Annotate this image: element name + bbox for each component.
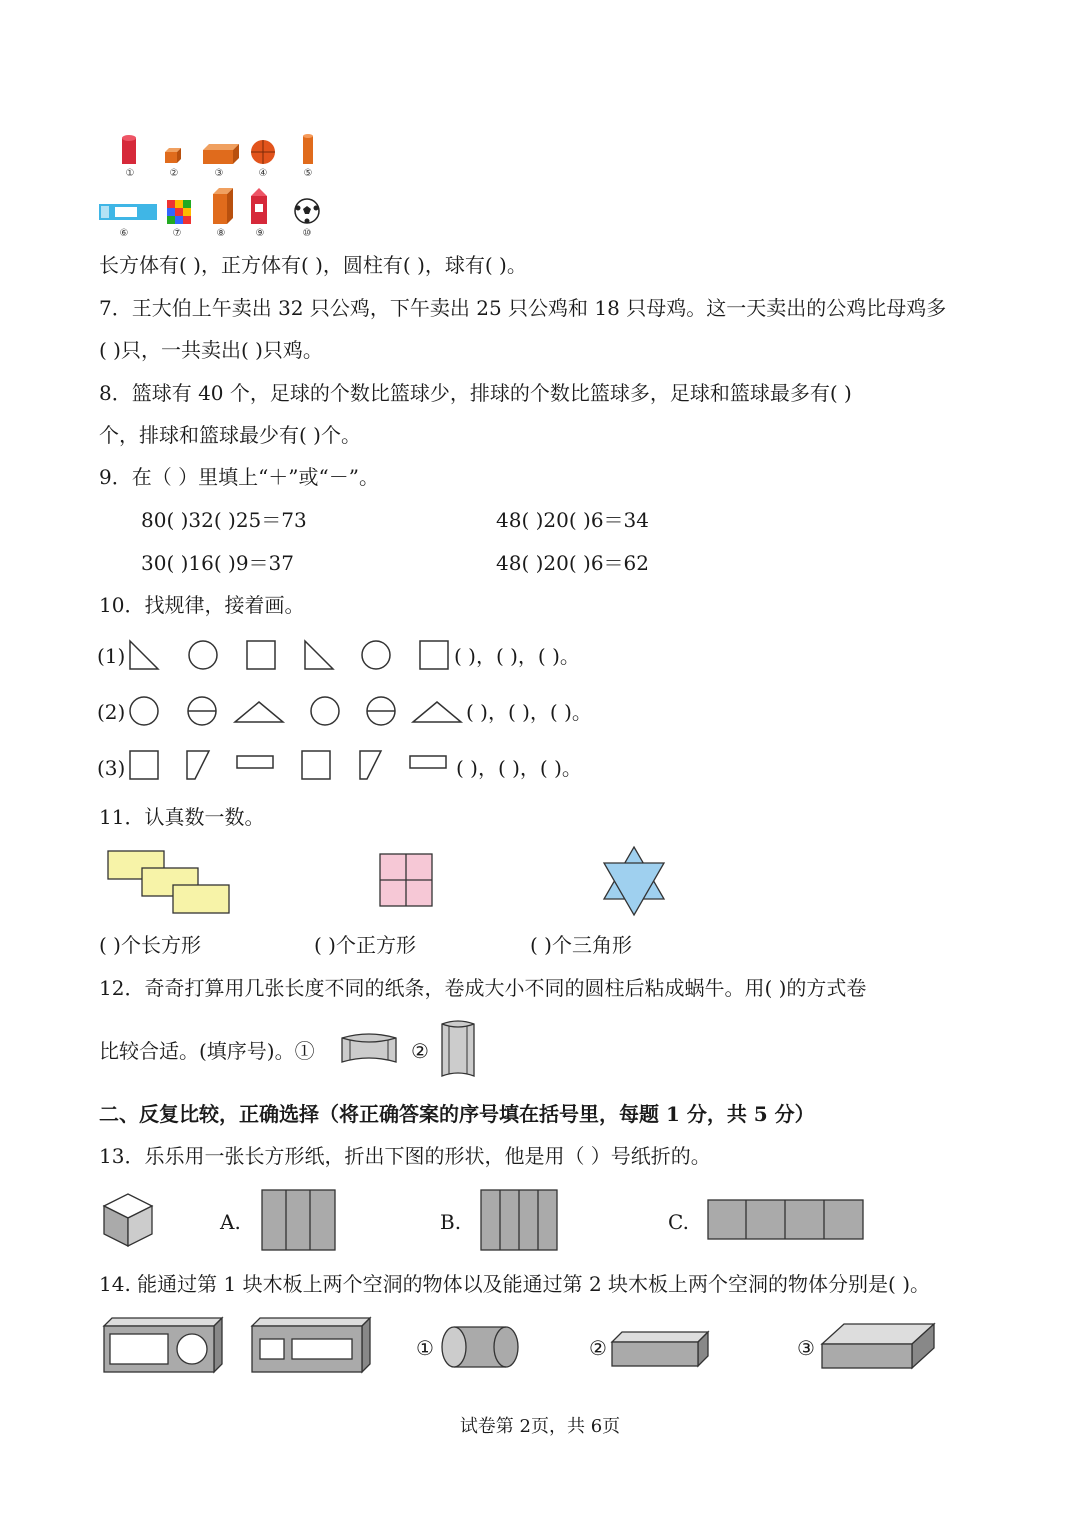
q10-row3-blanks: ( )，( )，( )。 bbox=[456, 756, 582, 780]
q8-line2: 个，排球和篮球最少有( )个。 bbox=[99, 423, 361, 447]
triangle-icon bbox=[235, 702, 283, 722]
label-7: ⑦ bbox=[172, 228, 182, 239]
rubiks-cube-icon bbox=[167, 200, 191, 224]
halved-circle-icon bbox=[188, 697, 216, 725]
right-triangle-icon bbox=[130, 641, 158, 669]
label-6: ⑥ bbox=[119, 228, 129, 239]
q13-option-a-label: A. bbox=[220, 1210, 241, 1234]
overlapping-rectangles-figure bbox=[105, 848, 235, 918]
label-10: ⑩ bbox=[302, 228, 312, 239]
board-2-figure bbox=[248, 1316, 374, 1376]
cuboid-orange-icon bbox=[203, 144, 239, 164]
long-cuboid-icon[interactable] bbox=[608, 1330, 712, 1370]
label-4: ④ bbox=[258, 168, 268, 179]
rectangle-icon bbox=[237, 756, 273, 768]
q10-title: 10．找规律，接着画。 bbox=[99, 593, 305, 617]
paper-a-figure[interactable] bbox=[260, 1188, 338, 1252]
cylinder-red-icon bbox=[122, 135, 136, 164]
q14-option-2-label: ② bbox=[589, 1336, 607, 1360]
q9-eq1: 80( )32( )25＝73 bbox=[141, 508, 307, 532]
pattern-row-1 bbox=[125, 638, 455, 674]
q9-eq2: 48( )20( )6＝34 bbox=[496, 508, 649, 532]
triangle-icon bbox=[413, 702, 461, 722]
q9-eq4: 48( )20( )6＝62 bbox=[496, 551, 649, 575]
star-of-david-figure bbox=[600, 844, 668, 918]
q7-line1: 7．王大伯上午卖出 32 只公鸡，下午卖出 25 只公鸡和 18 只母鸡。这一天卖出的公鸡比母鸡多 bbox=[99, 296, 947, 320]
q10-row2-label: (2) bbox=[97, 700, 126, 724]
right-triangle-icon bbox=[305, 641, 333, 669]
paper-c-figure[interactable] bbox=[706, 1198, 866, 1242]
label-5: ⑤ bbox=[303, 168, 313, 179]
tall-cuboid-icon bbox=[213, 188, 233, 224]
q10-row3-label: (3) bbox=[97, 756, 126, 780]
circle-icon bbox=[130, 697, 158, 725]
label-3: ③ bbox=[214, 168, 224, 179]
square-icon bbox=[130, 751, 158, 779]
cylinder-thin-icon bbox=[303, 134, 313, 164]
q11-answer-squares: ( )个正方形 bbox=[314, 933, 416, 957]
flat-cuboid-icon[interactable] bbox=[818, 1322, 938, 1372]
rectangle-icon bbox=[410, 756, 446, 768]
open-box-figure bbox=[100, 1190, 156, 1250]
circle-icon bbox=[311, 697, 339, 725]
q11-answer-triangles: ( )个三角形 bbox=[530, 933, 632, 957]
q13-line: 13．乐乐用一张长方形纸，折出下图的形状，他是用（ ）号纸折的。 bbox=[99, 1144, 711, 1168]
q13-option-c-label: C. bbox=[668, 1210, 689, 1234]
q14-option-3-label: ③ bbox=[797, 1336, 815, 1360]
cylinder-object-icon[interactable] bbox=[440, 1324, 522, 1370]
short-wide-roll-icon bbox=[338, 1028, 400, 1070]
small-cube-icon bbox=[165, 148, 181, 163]
label-1: ① bbox=[125, 168, 135, 179]
trapezoid-icon bbox=[360, 751, 381, 779]
q7-line2: ( )只，一共卖出( )只鸡。 bbox=[99, 338, 323, 362]
label-2: ② bbox=[169, 168, 179, 179]
q11-title: 11．认真数一数。 bbox=[99, 805, 265, 829]
paper-b-figure[interactable] bbox=[479, 1188, 561, 1252]
q12-line2: 比较合适。(填序号)。① bbox=[99, 1039, 315, 1063]
pattern-row-2 bbox=[125, 694, 470, 730]
soccer-ball-icon bbox=[295, 199, 319, 224]
square-icon bbox=[302, 751, 330, 779]
q11-answer-rectangles: ( )个长方形 bbox=[99, 933, 201, 957]
section-2-heading: 二、反复比较，正确选择（将正确答案的序号填在括号里，每题 1 分，共 5 分） bbox=[99, 1102, 815, 1126]
q12-option2-label: ② bbox=[411, 1039, 429, 1063]
square-icon bbox=[420, 641, 448, 669]
q10-row2-blanks: ( )，( )，( )。 bbox=[466, 700, 592, 724]
q6-answer-line: 长方体有( )，正方体有( )，圆柱有( )，球有( )。 bbox=[99, 253, 527, 277]
q10-row1-label: (1) bbox=[97, 644, 126, 668]
halved-circle-icon bbox=[367, 697, 395, 725]
milk-carton-icon bbox=[251, 188, 267, 224]
q9-eq3: 30( )16( )9＝37 bbox=[141, 551, 294, 575]
toothpaste-box-icon bbox=[99, 204, 157, 220]
q13-option-b-label: B. bbox=[440, 1210, 462, 1234]
square-grid-figure bbox=[378, 852, 436, 910]
board-1-figure bbox=[100, 1316, 226, 1376]
q14-line: 14. 能通过第 1 块木板上两个空洞的物体以及能通过第 2 块木板上两个空洞的物体分别是( )。 bbox=[99, 1272, 931, 1296]
q8-line1: 8．篮球有 40 个，足球的个数比篮球少，排球的个数比篮球多，足球和篮球最多有( ) bbox=[99, 381, 852, 405]
tall-narrow-roll-icon bbox=[438, 1016, 478, 1082]
q10-row1-blanks: ( )，( )，( )。 bbox=[454, 644, 580, 668]
q9-title: 9．在（ ）里填上“＋”或“－”。 bbox=[99, 465, 379, 489]
q14-option-1-label: ① bbox=[416, 1336, 434, 1360]
circle-icon bbox=[189, 641, 217, 669]
pattern-row-3 bbox=[125, 748, 455, 784]
page-footer: 试卷第 2页，共 6页 bbox=[459, 1416, 621, 1437]
basketball-icon bbox=[251, 140, 275, 164]
label-8: ⑧ bbox=[216, 228, 226, 239]
label-9: ⑨ bbox=[255, 228, 265, 239]
circle-icon bbox=[362, 641, 390, 669]
q12-line1: 12．奇奇打算用几张长度不同的纸条，卷成大小不同的圆柱后粘成蜗牛。用( )的方式卷 bbox=[99, 976, 867, 1000]
trapezoid-icon bbox=[187, 751, 209, 779]
square-icon bbox=[247, 641, 275, 669]
